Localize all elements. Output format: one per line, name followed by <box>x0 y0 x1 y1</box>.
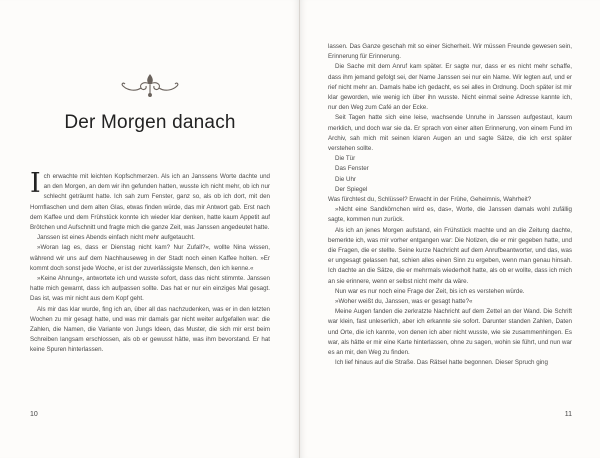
paragraph: Janssen ist eines Abends einfach nicht mehr aufgetaucht. <box>37 234 195 242</box>
paragraph: Was fürchtest du, Schlüssel? Erwacht in der Frühe, Geheimnis, Wahrheit? <box>328 196 532 204</box>
paragraph: Als ich an jenes Morgen aufstand, ein Frühstück machte und an die Zeitung dachte, bemerkte ich, was mir vorher entgangen war: Die Notizen, die er mir gegeben hatte, und die Fragen, die er stellte. Seine kurze Nachricht auf dem Anrufbeantworter, und das, was er ungesagt gelassen hat, schien alles einen Sinn zu ergeben, wenn man genau hinsah. Ich dachte an die Sätze, die er mehrmals wiederholt hatte, als ob er wollte, dass ich mich an sie erinnere, wenn er selbst nicht mehr da wäre. <box>328 226 572 285</box>
paragraph: Als mir das klar wurde, fing ich an, über all das nachzudenken, was er in den letzten Wochen zu mir gesagt hatte, und was mir damals gar nicht weiter aufgefallen war: die Zahlen, die Namen, die Variante von Jungs Ideen, das Muster, die sich mir erst beim Schreiben langsam erschlossen, als ob er gewusst hätte, was ihm bevorstand. Er hat keine Spuren hinterlassen. <box>30 305 270 354</box>
page-number-right: 11 <box>564 411 572 418</box>
paragraph: »Nicht eine Sandkörnchen wird es, das«, Worte, die Janssen damals wohl zufällig sagte, kommen nun zurück. <box>328 206 572 224</box>
list-line: Die Uhr <box>335 175 356 183</box>
paragraph: Seit Tagen hatte sich eine leise, wachsende Unruhe in Janssen aufgestaut, kaum merklich, und doch war sie da. Er sprach von einer alten Erinnerung, von einem Fund im Archiv, sah mich mit seinen klaren Augen an und sagte Sätze, die ich erst später verstehen sollte. <box>328 114 572 153</box>
right-page <box>300 0 600 458</box>
paragraph-text: ch erwachte mit leichten Kopfschmerzen. Als ich an Janssens Worte dachte und an den Morgen, an dem wir ihn gefunden hatten, wusste ich nicht mehr, ob ich nur schlecht geträumt hatte. Ich sah zum Fenster, ganz so, als ob ich dort, mit den Hornflaschen und dem alten Glas, etwas finden würde, das mir Antwort gab. Erst nach dem Kaffee und dem Frühstück konnte ich wieder klar denken, hatte kaum Appetit auf Brötchen und Aufschnitt und fragte mich die ganze Zeit, was Janssen angedeutet hatte. <box>30 173 270 232</box>
right-page-body <box>328 42 572 369</box>
fleuron-ornament-icon <box>117 72 183 98</box>
page-number-left: 10 <box>30 411 38 418</box>
list-line: Das Fenster <box>335 165 369 173</box>
list-line: Die Tür <box>335 155 356 163</box>
chapter-title: Der Morgen danach <box>64 112 236 133</box>
paragraph: lassen. Das Ganze geschah mit so einer Sicherheit. Wir müssen Freunde gewesen sein, Erinnerung für Erinnerung. <box>328 43 572 61</box>
paragraph: »Woher weißt du, Janssen, was er gesagt hatte?« <box>335 298 473 306</box>
paragraph: »Keine Ahnung«, antwortete ich und wusste sofort, dass das nicht stimmte. Janssen hatte mich gewarnt, dass ich aufpassen sollte. Das hat er nur ein einziges Mal gesagt. Das ist, was mir nicht aus dem Kopf geht. <box>30 275 270 303</box>
paragraph: Ich lief hinaus auf die Straße. Das Rätsel hatte begonnen. Dieser Spruch ging <box>335 359 548 367</box>
opening-paragraph <box>30 168 270 233</box>
paragraph: »Woran lag es, dass er Dienstag nicht kam? Nur Zufall?«, wollte Nina wissen, während wir uns auf dem Nachhauseweg in der Stadt noch einen Kaffee holten. »Er kommt doch sonst jede Woche, er ist der zuverlässigste Mensch, den ich kenne.« <box>30 244 270 272</box>
list-line: Der Spiegel <box>335 185 368 193</box>
paragraph: Die Sache mit dem Anruf kam später. Er sagte nur, dass er es nicht mehr schaffe, dass ihm jemand gefolgt sei, der Name Janssen sei nur ein Name. Wir legten auf, und er rief nicht mehr an. Damals habe ich gedacht, es sei alles in Ordnung. Doch später ist mir klar geworden, wie wenig ich über ihn wusste. Nicht einmal seine Adresse kannte ich, nur den Weg zum Café an der Ecke. <box>328 63 572 112</box>
drop-cap: I <box>30 168 41 199</box>
paragraph: Meine Augen fanden die zerkratzte Nachricht auf dem Zettel an der Wand. Die Schrift war klein, fast unleserlich, aber ich erkannte sie sofort. Darunter standen Zahlen, Daten und Orte, die ich kannte, von denen ich aber nicht wusste, wie sie zusammenhingen. Es war, als hätte er mir eine Karte hinterlassen, ohne zu sagen, wohin sie führt, und nun war es an mir, den Weg zu finden. <box>328 308 572 357</box>
paragraph: Nun war es nur noch eine Frage der Zeit, bis ich es verstehen würde. <box>335 287 525 295</box>
left-page-body <box>30 168 270 356</box>
